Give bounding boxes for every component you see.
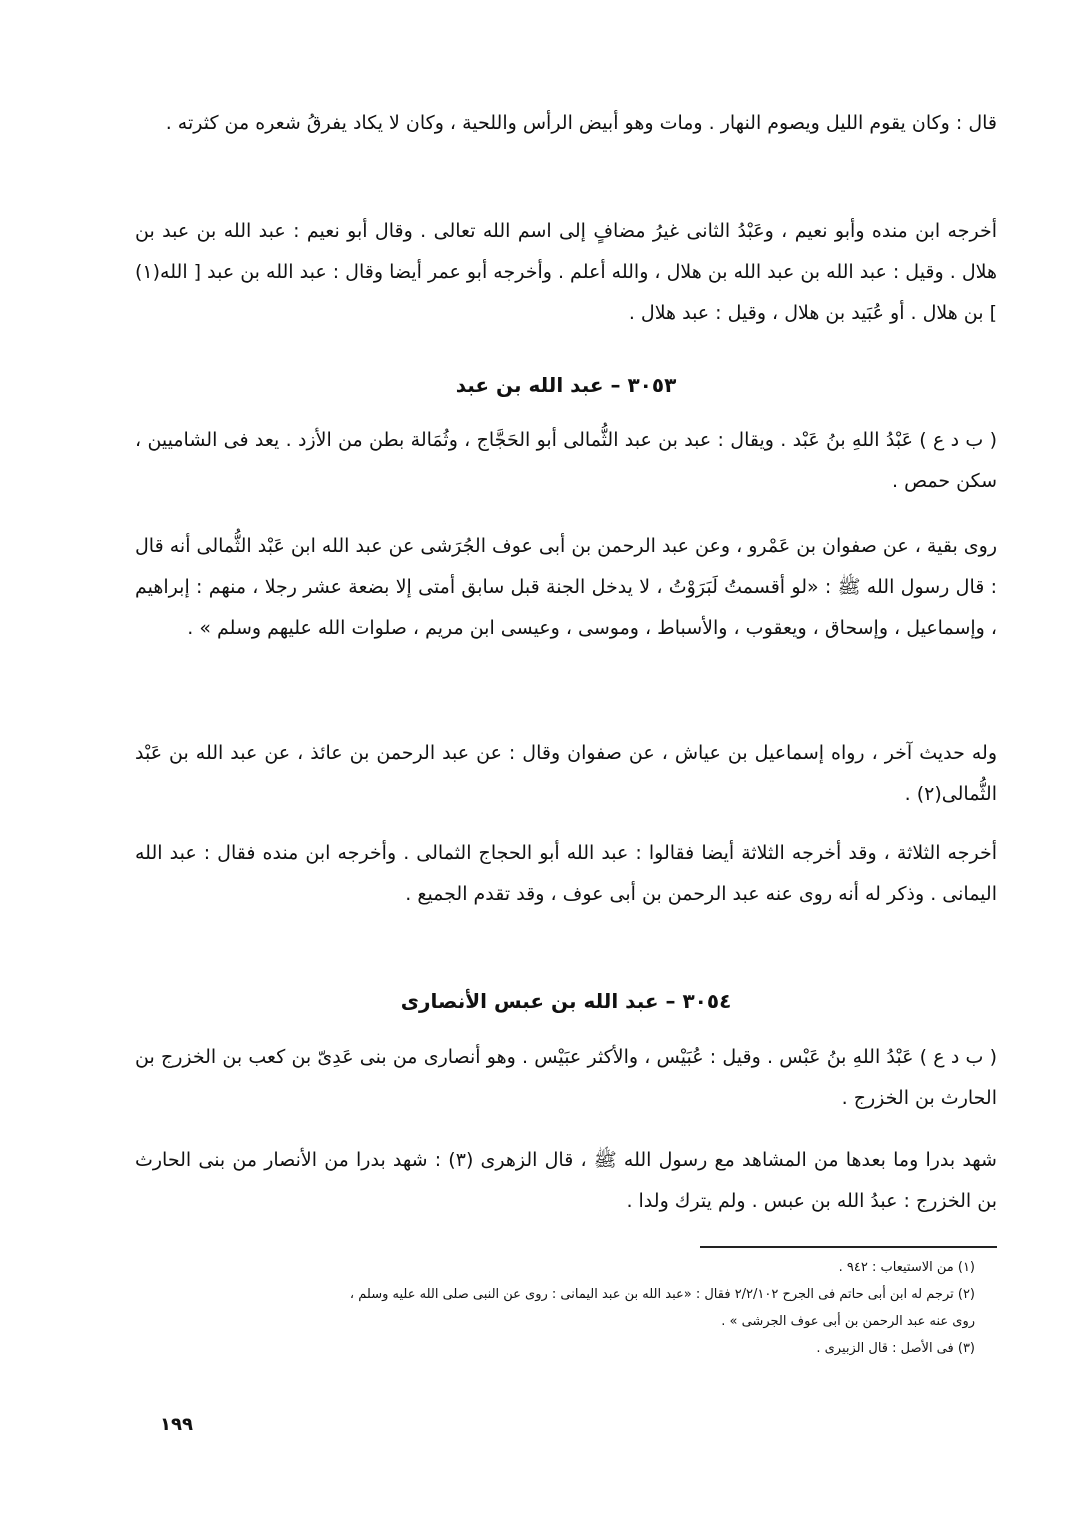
footnote-1: (١) من الاستيعاب : ٩٤٢ . <box>838 1260 975 1275</box>
paragraph-6: أخرجه الثلاثة ، وقد أخرجه الثلاثة أيضا فقالوا : عبد الله أبو الحجاج الثمالى . وأخرجه ابن منده فقال : عبد الله اليمانى . وذكر له أنه روى عنه عبد الرحمن بن أبى عوف ، وقد تقدم الجميع . <box>135 842 997 905</box>
page-number: ١٩٩ <box>160 1414 193 1435</box>
footnote-2-continuation: روى عنه عبد الرحمن بن أبى عوف الجرشى » . <box>721 1314 975 1329</box>
footnote-2: (٢) ترجم له ابن أبى حاتم فى الجرح ٢/٢/١٠٢ فقال : «عبد الله بن عبد اليمانى : روى عن النبى صلى الله عليه وسلم ، <box>349 1287 975 1302</box>
paragraph-7: ( ب د ع ) عَبْدُ اللهِ بنُ عَبْس . وقيل : عُبَيْس ، والأكثر عبَيْس . وهو أنصارى من بنى عَدِىّ بن كعب بن الخزرج بن الحارث بن الخزرج . <box>135 1046 997 1109</box>
paragraph-4: روى بقية ، عن صفوان بن عَمْرو ، وعن عبد الرحمن بن أبى عوف الجُرَشى عن عبد الله ابن عَبْد الثُّمالى أنه قال : قال رسول الله ﷺ : «لو أقسمتُ لَبَرَوْتُ ، لا يدخل الجنة قبل سابق أمتى إلا بضعة عشر رجلا ، منهم : إبراهيم ، وإسماعيل ، وإسحاق ، ويعقوب ، والأسباط ، وموسى ، وعيسى ابن مريم ، صلوات الله عليهم وسلم » . <box>135 535 997 639</box>
paragraph-8: شهد بدرا وما بعدها من المشاهد مع رسول الله ﷺ ، قال الزهرى (٣) : شهد بدرا من الأنصار من بنى الحارث بن الخزرج : عبدُ الله بن عبس . ولم يترك ولدا . <box>135 1149 997 1212</box>
entry-heading-3053: ٣٠٥٣ – عبد الله بن عبد <box>455 373 677 397</box>
footnotes <box>135 1254 975 1362</box>
paragraph-1: قال : وكان يقوم الليل ويصوم النهار . ومات وهو أبيض الرأس واللحية ، وكان لا يكاد يفرقُ شعره من كثرته . <box>165 112 997 134</box>
paragraph-3: ( ب د ع ) عَبْدُ اللهِ بنُ عَبْد . ويقال : عبد بن عبد الثُّمالى أبو الحَجَّاج ، وثُمَالة بطن من الأزد . يعد فى الشاميين ، سكن حمص . <box>135 429 997 492</box>
footnote-separator <box>700 1246 997 1248</box>
paragraph-5: وله حديث آخر ، رواه إسماعيل بن عياش ، عن صفوان وقال : عن عبد الرحمن بن عائذ ، عن عبد الله بن عَبْد الثُّمالى(٢) . <box>135 742 997 805</box>
footnote-3: (٣) فى الأصل : قال الزبيرى . <box>816 1341 975 1356</box>
entry-heading-3054: ٣٠٥٤ – عبد الله بن عبس الأنصارى <box>400 989 732 1013</box>
paragraph-2: أخرجه ابن منده وأبو نعيم ، وعَبْدُ الثانى غيرُ مضافٍ إلى اسم الله تعالى . وقال أبو نعيم : عبد الله بن عبد بن هلال . وقيل : عبد الله بن عبد الله بن هلال ، والله أعلم . وأخرجه أبو عمر أيضا وقال : عبد الله بن عبد [ الله(١) ] بن هلال . أو عُبَيد بن هلال ، وقيل : عبد هلال . <box>135 220 997 324</box>
